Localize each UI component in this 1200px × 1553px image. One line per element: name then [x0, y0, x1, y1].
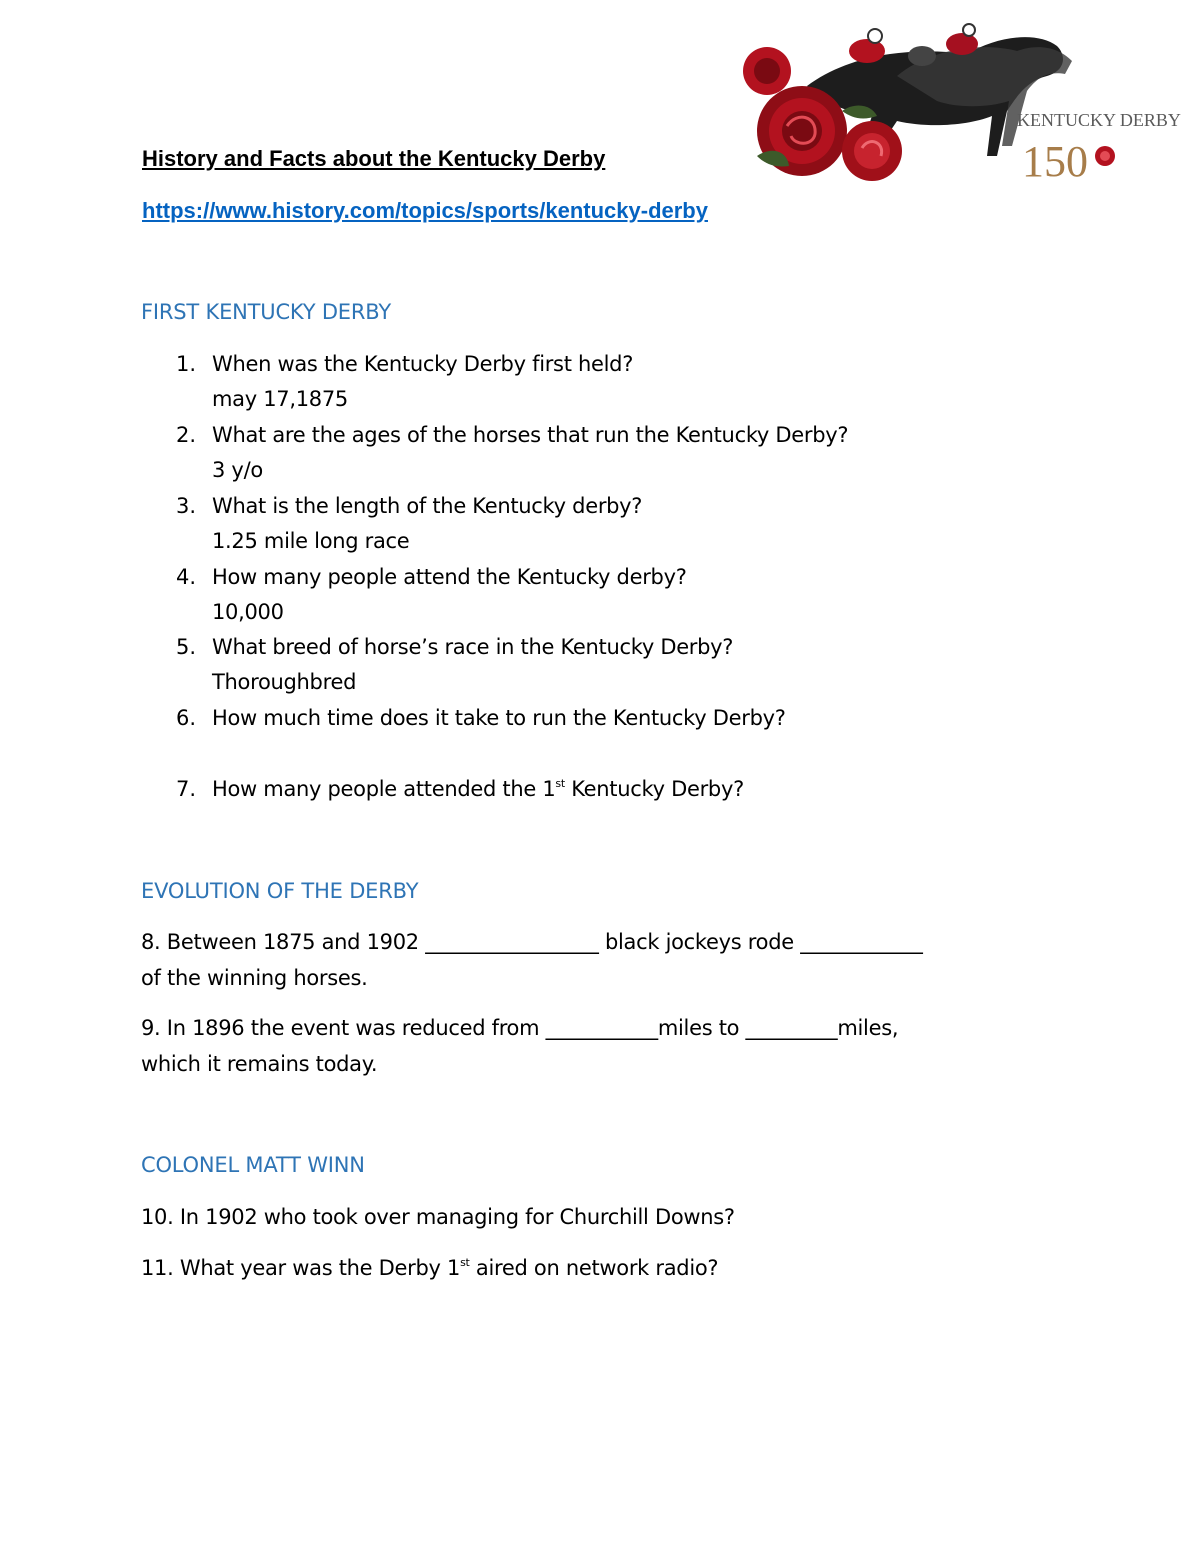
kentucky-derby-logo-image: [747, 16, 1181, 186]
fill-in-question-8-continued: of the winning horses.: [141, 966, 368, 990]
question-text: How much time does it take to run the Kentucky Derby?: [212, 706, 786, 730]
question-number: 6.: [176, 706, 197, 730]
answer-text: 3 y/o: [212, 458, 263, 482]
logo-number: 150: [1022, 137, 1088, 186]
question-text: When was the Kentucky Derby first held?: [212, 352, 634, 376]
answer-text: 10,000: [212, 600, 284, 624]
section-heading-first-derby: FIRST KENTUCKY DERBY: [141, 300, 391, 324]
question-text-part: 11. What year was the Derby 1: [141, 1256, 461, 1280]
question-text: How many people attend the Kentucky derby?: [212, 565, 687, 589]
source-link[interactable]: https://www.history.com/topics/sports/kentucky-derby: [142, 198, 708, 223]
question-text: What is the length of the Kentucky derby?: [212, 494, 643, 518]
question-number: 4.: [176, 565, 197, 589]
question-text: What breed of horse’s race in the Kentucky Derby?: [212, 635, 734, 659]
answer-text: Thoroughbred: [212, 670, 357, 694]
question-number: 1.: [176, 352, 197, 376]
ordinal-suffix: st: [555, 777, 565, 790]
question-number: 7.: [176, 777, 197, 801]
document-title: History and Facts about the Kentucky Derby: [142, 146, 606, 171]
fill-in-question-8: 8. Between 1875 and 1902 _________________ black jockeys rode ____________: [141, 930, 923, 954]
question-text-part: Kentucky Derby?: [564, 777, 744, 801]
fill-in-question-9-continued: which it remains today.: [141, 1052, 378, 1076]
question-10: 10. In 1902 who took over managing for Churchill Downs?: [141, 1205, 735, 1229]
question-number: 3.: [176, 494, 197, 518]
question-number: 5.: [176, 635, 197, 659]
question-number: 2.: [176, 423, 197, 447]
section-heading-evolution: EVOLUTION OF THE DERBY: [141, 879, 419, 903]
logo-wordmark: KENTUCKY DERBY: [1017, 110, 1181, 130]
answer-text: may 17,1875: [212, 387, 348, 411]
ordinal-suffix: st: [460, 1256, 470, 1269]
fill-in-question-9: 9. In 1896 the event was reduced from ___________miles to _________miles,: [141, 1016, 899, 1040]
question-11: [141, 1256, 718, 1280]
derby-horse-rose-illustration: [747, 16, 1181, 186]
question-text: What are the ages of the horses that run the Kentucky Derby?: [212, 423, 849, 447]
question-text-part: aired on network radio?: [469, 1256, 719, 1280]
section-heading-matt-winn: COLONEL MATT WINN: [141, 1153, 365, 1177]
question-text: [212, 777, 744, 801]
question-text-part: How many people attended the 1: [212, 777, 556, 801]
answer-text: 1.25 mile long race: [212, 529, 410, 553]
